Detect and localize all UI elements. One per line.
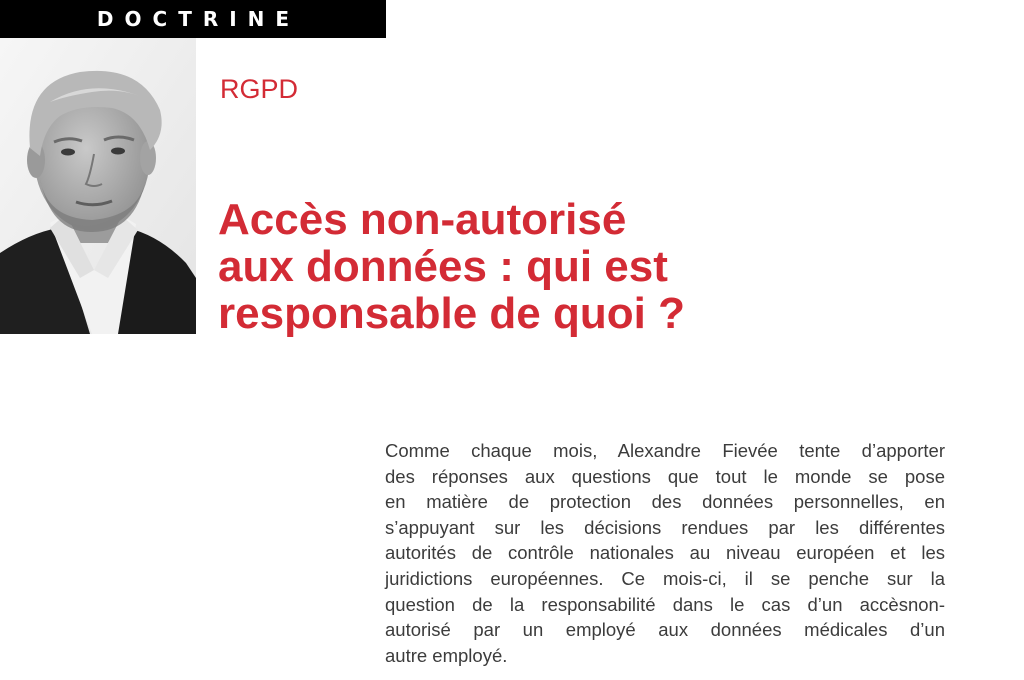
section-banner (0, 0, 386, 38)
article-category: RGPD (220, 74, 299, 104)
article-title (218, 196, 858, 337)
title-line: responsable de quoi ? (218, 289, 685, 338)
article-intro (385, 438, 945, 668)
intro-line: autorités de contrôle nationales au niveau européen et les (385, 542, 945, 564)
author-portrait (0, 38, 196, 334)
intro-line: des réponses aux questions que tout le monde se pose (385, 465, 945, 487)
title-line: Accès non-autorisé (218, 195, 627, 244)
intro-line: juridictions européennes. Ce mois-ci, il se penche sur la (385, 567, 945, 589)
intro-line: autorisé par un employé aux données médicales d’un (385, 619, 945, 641)
intro-line: autre employé. (385, 644, 508, 666)
section-label: DOCTRINE (96, 7, 301, 31)
intro-line: en matière de protection des données personnelles, en (385, 491, 945, 513)
title-line: aux données : qui est (218, 242, 668, 291)
intro-line: s’appuyant sur les décisions rendues par les différentes (385, 516, 945, 538)
intro-line: question de la responsabilité dans le cas d’un accèsnon- (385, 593, 945, 615)
intro-line: Comme chaque mois, Alexandre Fievée tente d’apporter (385, 440, 945, 461)
